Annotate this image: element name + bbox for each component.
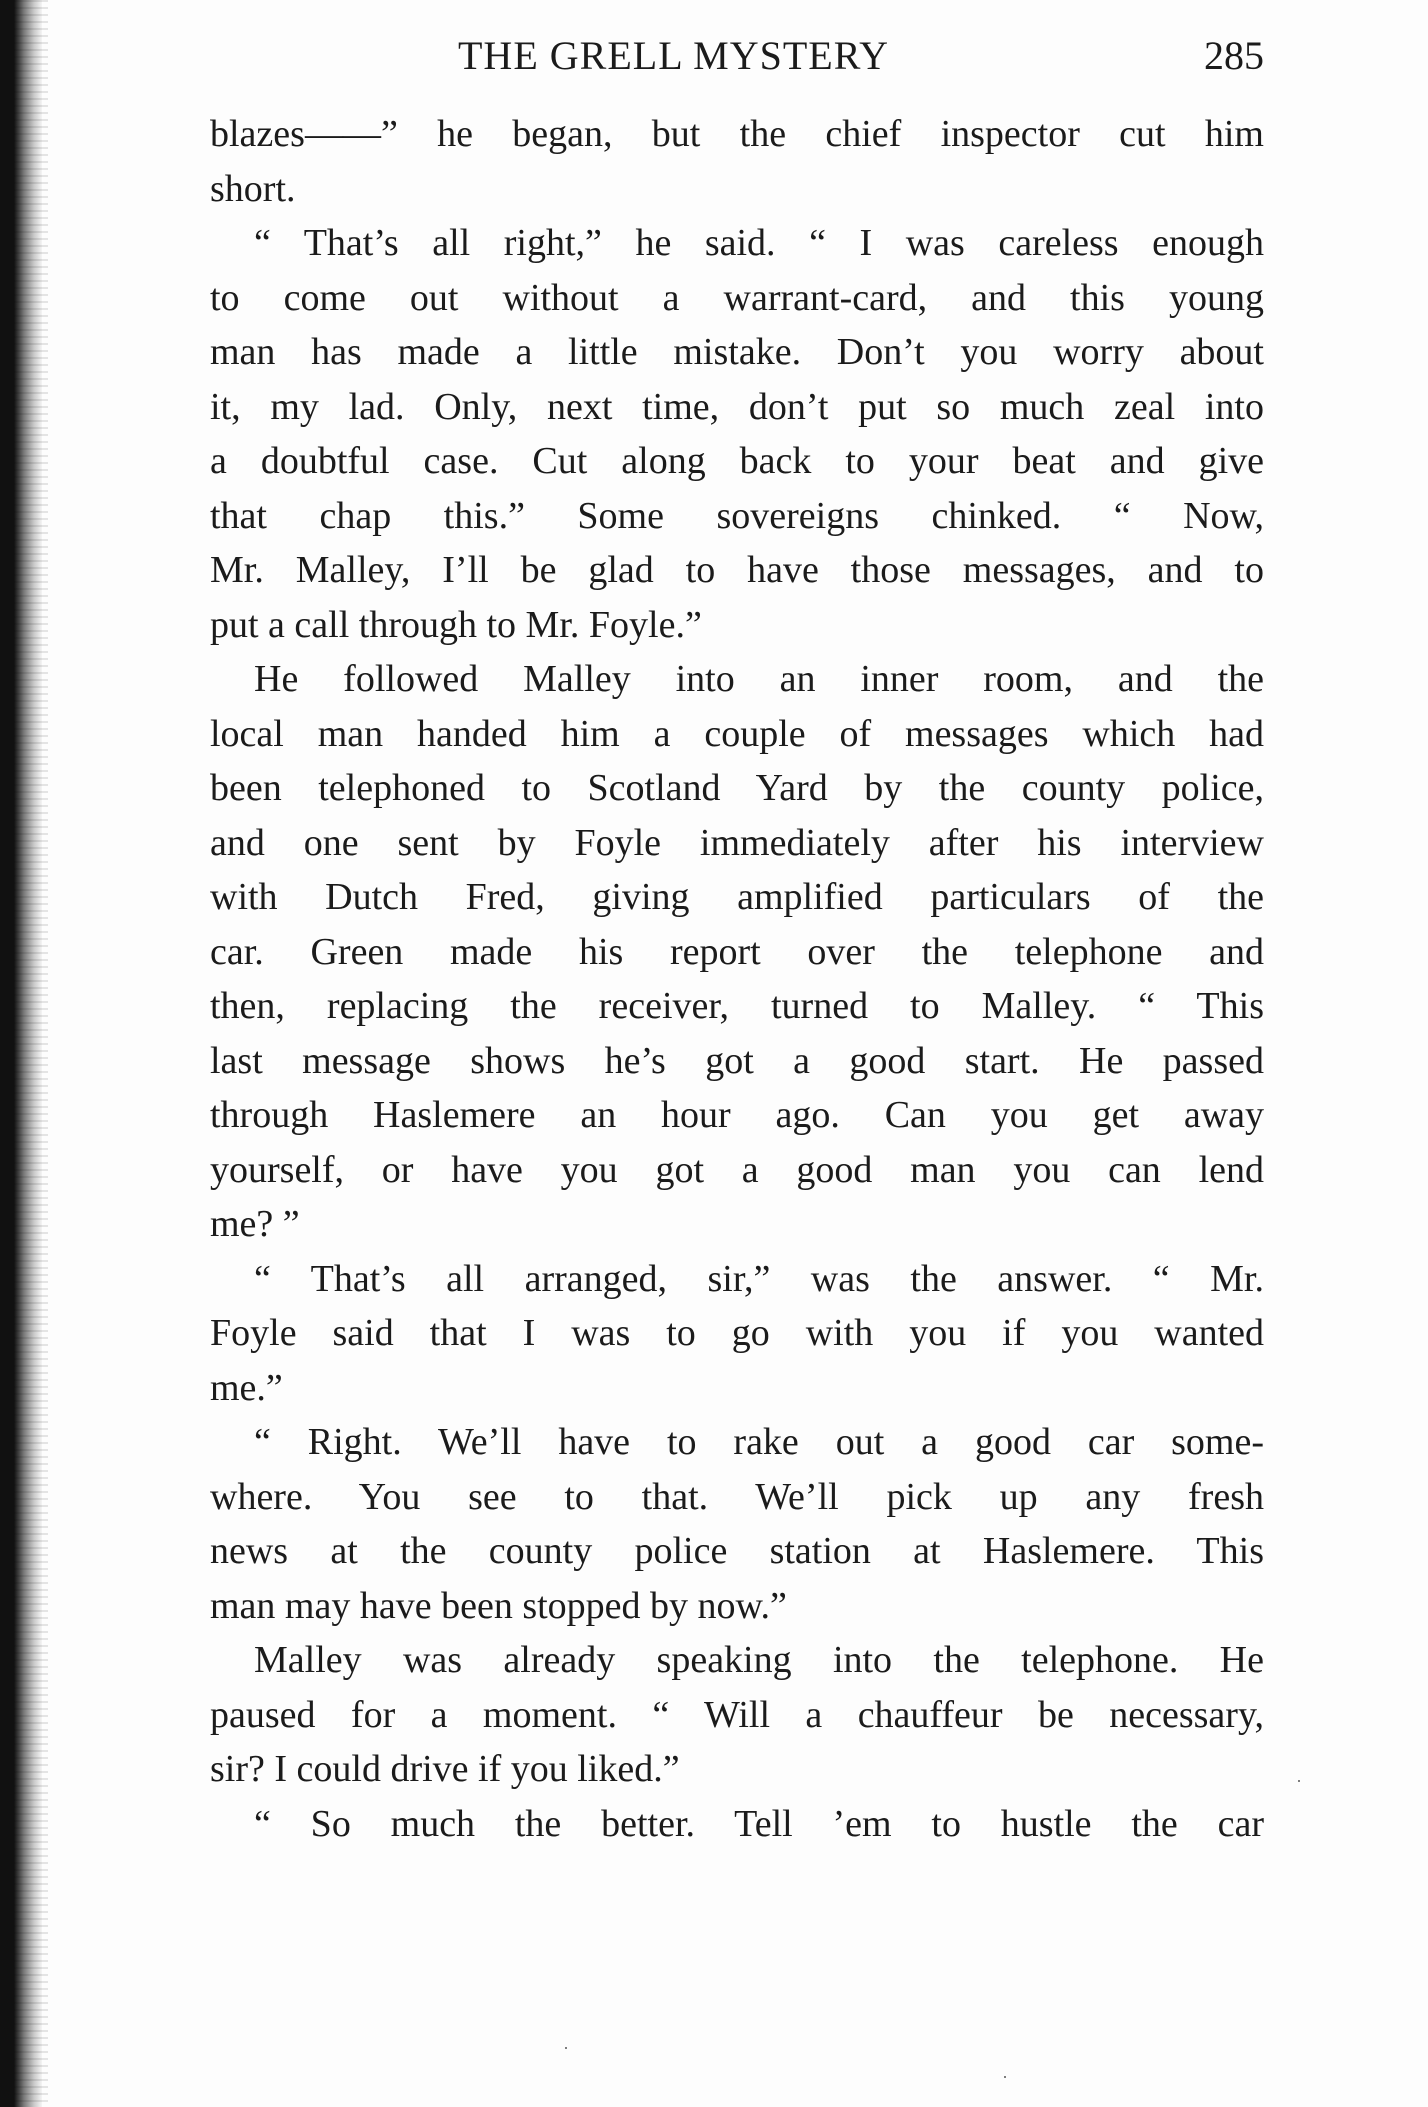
- text-line: blazes——” he began, but the chief inspector cut him: [210, 113, 1264, 155]
- print-speck: [565, 2047, 567, 2049]
- text-line: local man handed him a couple of messages which had: [210, 712, 1264, 755]
- text-line: “ So much the better. Tell ’em to hustle the car: [254, 1802, 1264, 1845]
- text-line: that chap this.” Some sovereigns chinked. “ Now,: [210, 494, 1264, 537]
- text-line: Mr. Malley, I’ll be glad to have those messages, and to: [210, 549, 1264, 591]
- page-number: 285: [1204, 33, 1264, 78]
- text-line: through Haslemere an hour ago. Can you get away: [210, 1094, 1264, 1136]
- text-line: then, replacing the receiver, turned to Malley. “ This: [210, 985, 1264, 1027]
- text-line: and one sent by Foyle immediately after his interview: [210, 821, 1264, 864]
- text-line: to come out without a warrant-card, and this young: [210, 276, 1264, 319]
- text-line: Foyle said that I was to go with you if you wanted: [210, 1312, 1264, 1354]
- running-title: THE GRELL MYSTERY: [458, 33, 890, 78]
- print-speck: [1004, 2076, 1006, 2078]
- binding-shadow-texture: [14, 0, 48, 2107]
- page-header: [210, 30, 1264, 82]
- text-line: last message shows he’s got a good start. He passed: [210, 1039, 1264, 1082]
- text-line: me? ”: [210, 1203, 300, 1245]
- text-line: short.: [210, 167, 296, 210]
- text-line: car. Green made his report over the telephone and: [210, 930, 1264, 973]
- text-line: it, my lad. Only, next time, don’t put so much zeal into: [210, 385, 1264, 428]
- text-line: paused for a moment. “ Will a chauffeur be necessary,: [210, 1693, 1264, 1736]
- text-line: yourself, or have you got a good man you can lend: [210, 1148, 1264, 1191]
- text-line: where. You see to that. We’ll pick up any fresh: [210, 1475, 1264, 1518]
- text-line: man has made a little mistake. Don’t you worry about: [210, 331, 1264, 373]
- print-speck: [1298, 1780, 1300, 1782]
- text-line: He followed Malley into an inner room, and the: [254, 658, 1264, 700]
- text-line: been telephoned to Scotland Yard by the county police,: [210, 767, 1264, 809]
- text-line: a doubtful case. Cut along back to your beat and give: [210, 440, 1264, 482]
- text-line: man may have been stopped by now.”: [210, 1584, 787, 1627]
- text-line: Malley was already speaking into the telephone. He: [254, 1639, 1264, 1681]
- main-text: [210, 107, 1264, 1851]
- text-line: “ That’s all arranged, sir,” was the answer. “ Mr.: [254, 1257, 1264, 1300]
- text-line: put a call through to Mr. Foyle.”: [210, 603, 702, 646]
- text-line: with Dutch Fred, giving amplified particulars of the: [210, 876, 1264, 918]
- text-line: news at the county police station at Haslemere. This: [210, 1530, 1264, 1572]
- text-line: me.”: [210, 1366, 283, 1409]
- text-line: “ Right. We’ll have to rake out a good car some-: [254, 1421, 1264, 1463]
- text-line: sir? I could drive if you liked.”: [210, 1748, 680, 1790]
- text-line: “ That’s all right,” he said. “ I was careless enough: [254, 222, 1264, 264]
